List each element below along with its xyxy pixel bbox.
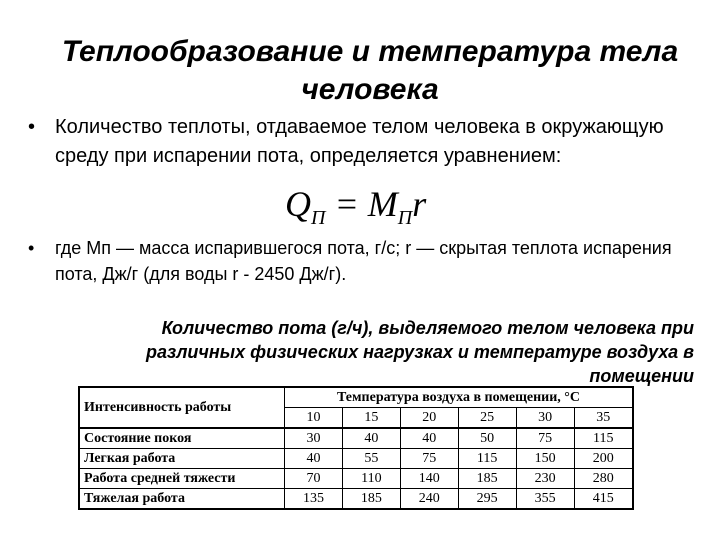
value-cell: 140 (400, 469, 458, 489)
value-cell: 295 (458, 489, 516, 510)
value-cell: 70 (285, 469, 343, 489)
value-cell: 115 (574, 428, 633, 449)
value-cell: 240 (400, 489, 458, 510)
value-cell: 185 (458, 469, 516, 489)
sweat-table (78, 386, 634, 510)
table-row (79, 428, 633, 449)
value-cell: 150 (516, 449, 574, 469)
formula-m: M (367, 184, 398, 224)
table-row (79, 469, 633, 489)
temperature-cell: 15 (342, 408, 400, 429)
value-cell: 415 (574, 489, 633, 510)
value-cell: 50 (458, 428, 516, 449)
temperature-cell: 25 (458, 408, 516, 429)
table-header-row (79, 387, 633, 408)
formula-m-subscript: П (397, 207, 413, 229)
row-label: Тяжелая работа (79, 489, 285, 510)
row-label: Состояние покоя (79, 428, 285, 449)
value-cell: 110 (342, 469, 400, 489)
value-cell: 40 (285, 449, 343, 469)
value-cell: 115 (458, 449, 516, 469)
value-cell: 280 (574, 469, 633, 489)
row-label: Работа средней тяжести (79, 469, 285, 489)
slide-title: Теплообразование и температура тела человека (61, 35, 679, 106)
value-cell: 75 (516, 428, 574, 449)
bullet-text: Количество теплоты, отдаваемое телом человека в окружающую среду при испарении пота, определяется уравнением: (55, 116, 664, 167)
bullet-dot: • (28, 238, 35, 258)
bullet-text: где Мп — масса испарившегося пота, г/с; r — скрытая теплота испарения пота, Дж/г (для воды r - 2450 Дж/г). (55, 238, 672, 284)
value-cell: 55 (342, 449, 400, 469)
value-cell: 355 (516, 489, 574, 510)
bullet-dot: • (28, 116, 36, 138)
value-cell: 135 (285, 489, 343, 510)
temperature-cell: 10 (285, 408, 343, 429)
row-header-cell: Интенсивность работы (79, 387, 285, 428)
row-label: Легкая работа (79, 449, 285, 469)
value-cell: 30 (285, 428, 343, 449)
temperature-cell: 35 (574, 408, 633, 429)
table-row (79, 489, 633, 510)
temperature-cell: 20 (400, 408, 458, 429)
value-cell: 40 (342, 428, 400, 449)
table-caption: Количество пота (г/ч), выделяемого телом человека при различных физических нагрузках и температуре воздуха в помещении (146, 318, 694, 386)
heat-equation (285, 184, 426, 238)
value-cell: 230 (516, 469, 574, 489)
formula-r: r (412, 184, 427, 224)
value-cell: 75 (400, 449, 458, 469)
temperature-cell: 30 (516, 408, 574, 429)
formula-q: Q (285, 184, 311, 224)
value-cell: 185 (342, 489, 400, 510)
column-header-cell: Температура воздуха в помещении, °С (285, 387, 634, 408)
value-cell: 200 (574, 449, 633, 469)
formula-q-subscript: П (311, 207, 326, 229)
table-row (79, 449, 633, 469)
value-cell: 40 (400, 428, 458, 449)
formula-equals: = (325, 184, 368, 224)
